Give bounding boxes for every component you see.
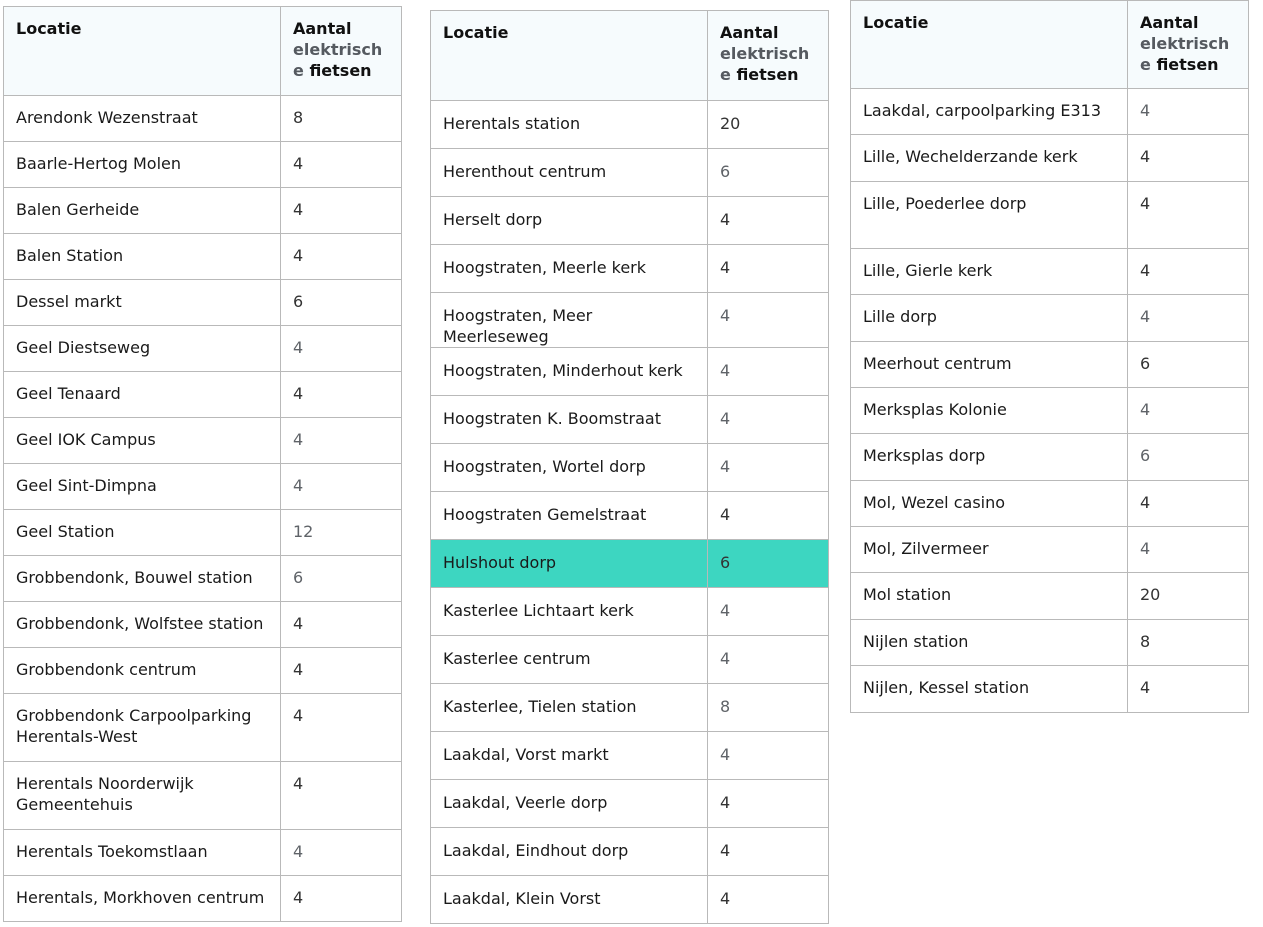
count-cell: 4 xyxy=(708,732,829,780)
table-row xyxy=(851,89,1249,135)
count-cell: 6 xyxy=(708,540,829,588)
table-row xyxy=(4,876,402,922)
location-cell: Grobbendonk centrum xyxy=(4,648,281,694)
location-cell: Geel Diestseweg xyxy=(4,326,281,372)
table-row xyxy=(4,830,402,876)
count-cell: 4 xyxy=(708,348,829,396)
table-body xyxy=(431,101,829,924)
table-header-row xyxy=(851,1,1249,89)
location-cell: Nijlen, Kessel station xyxy=(851,666,1128,713)
location-cell: Hoogstraten, Wortel dorp xyxy=(431,444,708,492)
count-cell: 20 xyxy=(708,101,829,149)
table-row xyxy=(851,249,1249,295)
location-cell: Lille dorp xyxy=(851,295,1128,342)
location-cell: Herselt dorp xyxy=(431,197,708,245)
count-cell: 4 xyxy=(281,830,402,876)
table-row xyxy=(431,780,829,828)
location-cell: Balen Gerheide xyxy=(4,188,281,234)
count-cell: 4 xyxy=(1128,182,1249,249)
count-cell: 4 xyxy=(708,588,829,636)
table-row xyxy=(431,348,829,396)
bike-table-3 xyxy=(850,0,1249,713)
location-cell: Geel IOK Campus xyxy=(4,418,281,464)
count-cell: 4 xyxy=(1128,249,1249,295)
count-cell: 4 xyxy=(708,636,829,684)
bike-table-2 xyxy=(430,10,829,924)
table-header-row xyxy=(4,7,402,96)
count-cell: 4 xyxy=(708,780,829,828)
count-cell: 4 xyxy=(708,828,829,876)
location-cell: Merksplas Kolonie xyxy=(851,388,1128,434)
table-row xyxy=(4,234,402,280)
count-cell: 4 xyxy=(281,762,402,830)
table-row xyxy=(431,876,829,924)
count-cell: 4 xyxy=(281,234,402,280)
count-cell: 4 xyxy=(281,694,402,762)
location-cell: Dessel markt xyxy=(4,280,281,326)
location-cell: Hoogstraten, Meer Meerleseweg xyxy=(431,293,708,348)
table-row xyxy=(851,182,1249,249)
count-cell: 6 xyxy=(281,280,402,326)
table-row xyxy=(4,372,402,418)
count-cell: 4 xyxy=(281,876,402,922)
bike-table-1 xyxy=(3,6,402,922)
table-row xyxy=(4,96,402,142)
count-cell: 4 xyxy=(1128,481,1249,527)
location-cell: Grobbendonk, Wolfstee station xyxy=(4,602,281,648)
count-cell: 8 xyxy=(281,96,402,142)
count-cell: 6 xyxy=(1128,434,1249,481)
table-row xyxy=(4,556,402,602)
location-cell: Geel Sint-Dimpna xyxy=(4,464,281,510)
count-cell: 4 xyxy=(281,464,402,510)
count-cell: 4 xyxy=(708,197,829,245)
table-row xyxy=(431,396,829,444)
count-cell: 20 xyxy=(1128,573,1249,620)
table-row xyxy=(431,636,829,684)
location-cell: Grobbendonk, Bouwel station xyxy=(4,556,281,602)
count-cell: 4 xyxy=(1128,388,1249,434)
table-row xyxy=(431,149,829,197)
table-row xyxy=(431,828,829,876)
location-cell: Kasterlee Lichtaart kerk xyxy=(431,588,708,636)
location-cell: Meerhout centrum xyxy=(851,342,1128,388)
location-cell: Hoogstraten Gemelstraat xyxy=(431,492,708,540)
table-body xyxy=(851,89,1249,713)
count-cell: 4 xyxy=(1128,89,1249,135)
table-row xyxy=(851,434,1249,481)
location-cell: Hulshout dorp xyxy=(431,540,708,588)
header-location: Locatie xyxy=(431,11,708,101)
location-cell: Herentals, Morkhoven centrum xyxy=(4,876,281,922)
table-row xyxy=(431,588,829,636)
count-cell: 4 xyxy=(281,142,402,188)
count-cell: 4 xyxy=(1128,666,1249,713)
location-cell: Nijlen station xyxy=(851,620,1128,666)
table-row xyxy=(851,295,1249,342)
table-row xyxy=(4,188,402,234)
table-row xyxy=(431,293,829,348)
location-cell: Balen Station xyxy=(4,234,281,280)
table-row xyxy=(4,142,402,188)
header-count: Aantal elektrisch e fietsen xyxy=(708,11,829,101)
table-row xyxy=(431,492,829,540)
location-cell: Lille, Poederlee dorp xyxy=(851,182,1128,249)
count-cell: 4 xyxy=(708,876,829,924)
location-cell: Merksplas dorp xyxy=(851,434,1128,481)
count-cell: 8 xyxy=(1128,620,1249,666)
location-cell: Baarle-Hertog Molen xyxy=(4,142,281,188)
table-row xyxy=(4,694,402,762)
count-cell: 4 xyxy=(1128,295,1249,342)
table-row xyxy=(4,418,402,464)
count-cell: 4 xyxy=(708,492,829,540)
location-cell: Hoogstraten, Meerle kerk xyxy=(431,245,708,293)
location-cell: Hoogstraten, Minderhout kerk xyxy=(431,348,708,396)
count-cell: 4 xyxy=(708,293,829,348)
header-count: Aantal elektrisch e fietsen xyxy=(281,7,402,96)
table-row xyxy=(851,388,1249,434)
count-cell: 4 xyxy=(708,444,829,492)
location-cell: Laakdal, carpoolparking E313 xyxy=(851,89,1128,135)
count-cell: 8 xyxy=(708,684,829,732)
table-row xyxy=(431,197,829,245)
count-cell: 4 xyxy=(281,602,402,648)
count-cell: 4 xyxy=(1128,135,1249,182)
table-row xyxy=(431,684,829,732)
table-row xyxy=(4,602,402,648)
table-row xyxy=(851,481,1249,527)
count-cell: 6 xyxy=(708,149,829,197)
table-row xyxy=(4,510,402,556)
table-row xyxy=(431,732,829,780)
location-cell: Hoogstraten K. Boomstraat xyxy=(431,396,708,444)
location-cell: Mol station xyxy=(851,573,1128,620)
count-cell: 4 xyxy=(708,245,829,293)
count-cell: 4 xyxy=(281,188,402,234)
location-cell: Kasterlee, Tielen station xyxy=(431,684,708,732)
location-cell: Herentals station xyxy=(431,101,708,149)
location-cell: Arendonk Wezenstraat xyxy=(4,96,281,142)
table-row xyxy=(4,762,402,830)
location-cell: Grobbendonk Carpoolparking Herentals-West xyxy=(4,694,281,762)
location-cell: Geel Station xyxy=(4,510,281,556)
table-body xyxy=(4,96,402,922)
table-row xyxy=(431,101,829,149)
location-cell: Herentals Noorderwijk Gemeentehuis xyxy=(4,762,281,830)
location-cell: Laakdal, Veerle dorp xyxy=(431,780,708,828)
location-cell: Lille, Wechelderzande kerk xyxy=(851,135,1128,182)
location-cell: Laakdal, Vorst markt xyxy=(431,732,708,780)
location-cell: Laakdal, Eindhout dorp xyxy=(431,828,708,876)
location-cell: Kasterlee centrum xyxy=(431,636,708,684)
location-cell: Mol, Wezel casino xyxy=(851,481,1128,527)
header-count: Aantal elektrisch e fietsen xyxy=(1128,1,1249,89)
location-cell: Lille, Gierle kerk xyxy=(851,249,1128,295)
table-row xyxy=(851,527,1249,573)
count-cell: 4 xyxy=(281,418,402,464)
table-row xyxy=(4,464,402,510)
table-row xyxy=(4,326,402,372)
header-location: Locatie xyxy=(4,7,281,96)
table-row xyxy=(851,135,1249,182)
header-location: Locatie xyxy=(851,1,1128,89)
location-cell: Mol, Zilvermeer xyxy=(851,527,1128,573)
count-cell: 4 xyxy=(708,396,829,444)
location-cell: Laakdal, Klein Vorst xyxy=(431,876,708,924)
count-cell: 6 xyxy=(281,556,402,602)
table-row xyxy=(851,573,1249,620)
count-cell: 4 xyxy=(1128,527,1249,573)
table-row xyxy=(851,620,1249,666)
table-row xyxy=(431,245,829,293)
count-cell: 4 xyxy=(281,372,402,418)
table-row xyxy=(851,666,1249,713)
location-cell: Herenthout centrum xyxy=(431,149,708,197)
count-cell: 12 xyxy=(281,510,402,556)
location-cell: Geel Tenaard xyxy=(4,372,281,418)
count-cell: 4 xyxy=(281,648,402,694)
table-row xyxy=(431,444,829,492)
location-cell: Herentals Toekomstlaan xyxy=(4,830,281,876)
table-row xyxy=(851,342,1249,388)
count-cell: 4 xyxy=(281,326,402,372)
table-header-row xyxy=(431,11,829,101)
table-row xyxy=(4,648,402,694)
table-row-highlighted xyxy=(431,540,829,588)
count-cell: 6 xyxy=(1128,342,1249,388)
table-row xyxy=(4,280,402,326)
